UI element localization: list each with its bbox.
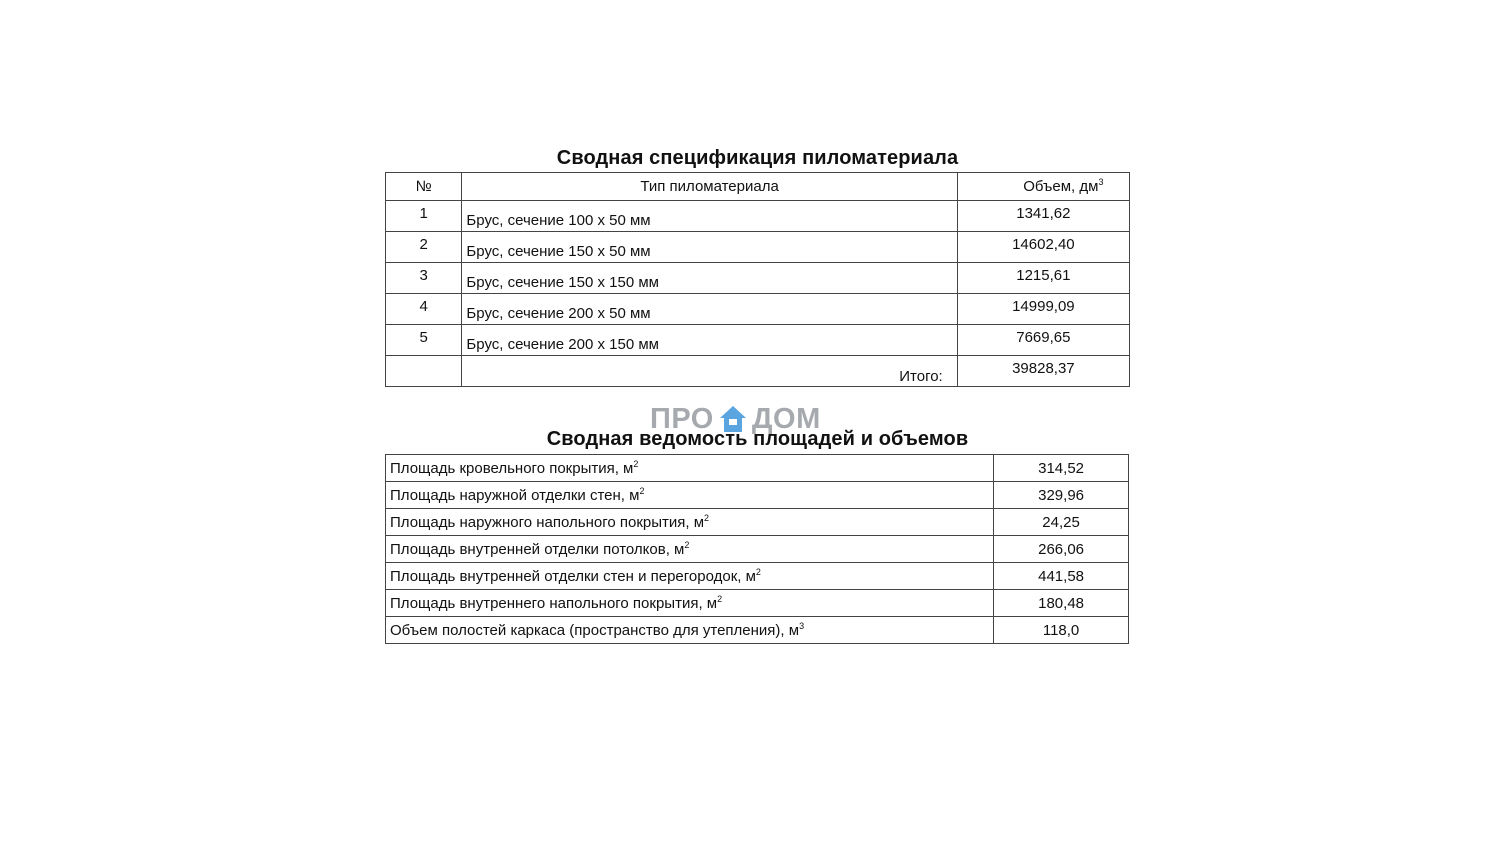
table-row: [386, 482, 1129, 509]
unit-sup: 2: [717, 593, 723, 604]
area-value: 441,58: [994, 563, 1129, 590]
header-volume: [957, 173, 1129, 201]
table-row: [386, 590, 1129, 617]
area-label: [386, 509, 994, 536]
area-value: 24,25: [994, 509, 1129, 536]
row-volume: 1215,61: [957, 263, 1129, 294]
area-value: 180,48: [994, 590, 1129, 617]
area-label-text: Площадь кровельного покрытия, м: [390, 459, 634, 477]
areas-volumes-table: [385, 454, 1129, 644]
row-num: 3: [386, 263, 462, 294]
row-num: 4: [386, 294, 462, 325]
table-row: [386, 294, 1130, 325]
row-volume: 7669,65: [957, 325, 1129, 356]
table-header-row: [386, 173, 1130, 201]
table-row: [386, 617, 1129, 644]
spec-title: Сводная спецификация пиломатериала: [556, 147, 959, 169]
table-row: [386, 563, 1129, 590]
area-label: [386, 590, 994, 617]
area-label: [386, 455, 994, 482]
area-label-text: Площадь внутреннего напольного покрытия, м: [390, 594, 718, 612]
area-value: 314,52: [994, 455, 1129, 482]
area-value: 329,96: [994, 482, 1129, 509]
area-label-text: Объем полостей каркаса (пространство для утепления), м: [390, 621, 800, 639]
total-row: [386, 356, 1130, 387]
area-value: 266,06: [994, 536, 1129, 563]
area-label-text: Площадь внутренней отделки стен и перегородок, м: [390, 567, 756, 585]
row-volume: 14999,09: [957, 294, 1129, 325]
unit-sup: 2: [755, 566, 761, 577]
area-value: 118,0: [994, 617, 1129, 644]
area-label-text: Площадь внутренней отделки потолков, м: [390, 540, 685, 558]
header-num: №: [386, 173, 462, 201]
table-row: [386, 201, 1130, 232]
row-type: Брус, сечение 200 х 150 мм: [462, 325, 957, 356]
unit-sup: 3: [799, 620, 805, 631]
header-volume-text: Объем, дм: [1023, 178, 1099, 195]
area-label: [386, 536, 994, 563]
row-type: Брус, сечение 150 х 50 мм: [462, 232, 957, 263]
unit-sup: 2: [704, 512, 710, 523]
lumber-spec-table: [385, 172, 1130, 387]
area-label-text: Площадь наружного напольного покрытия, м: [390, 513, 705, 531]
row-type: Брус, сечение 100 х 50 мм: [462, 201, 957, 232]
table-row: [386, 263, 1130, 294]
table-row: [386, 509, 1129, 536]
row-type: Брус, сечение 200 х 50 мм: [462, 294, 957, 325]
unit-sup: 2: [633, 458, 639, 469]
row-num: 5: [386, 325, 462, 356]
header-volume-sup: 3: [1098, 177, 1104, 187]
total-value: 39828,37: [957, 356, 1129, 387]
area-label-text: Площадь наружной отделки стен, м: [390, 486, 640, 504]
logo-text-right: ДОМ: [751, 402, 821, 435]
table-row: [386, 232, 1130, 263]
areas-title: Сводная ведомость площадей и объемов: [546, 428, 969, 450]
row-num: 1: [386, 201, 462, 232]
row-volume: 1341,62: [957, 201, 1129, 232]
header-type: Тип пиломатериала: [462, 173, 957, 201]
table-row: [386, 325, 1130, 356]
total-num-cell: [386, 356, 462, 387]
table-row: [386, 536, 1129, 563]
logo-text-left: ПРО: [650, 402, 714, 435]
total-label: Итого:: [462, 356, 957, 387]
area-label: [386, 617, 994, 644]
row-num: 2: [386, 232, 462, 263]
row-type: Брус, сечение 150 х 150 мм: [462, 263, 957, 294]
table-row: [386, 455, 1129, 482]
area-label: [386, 563, 994, 590]
row-volume: 14602,40: [957, 232, 1129, 263]
unit-sup: 2: [639, 485, 645, 496]
area-label: [386, 482, 994, 509]
unit-sup: 2: [684, 539, 690, 550]
